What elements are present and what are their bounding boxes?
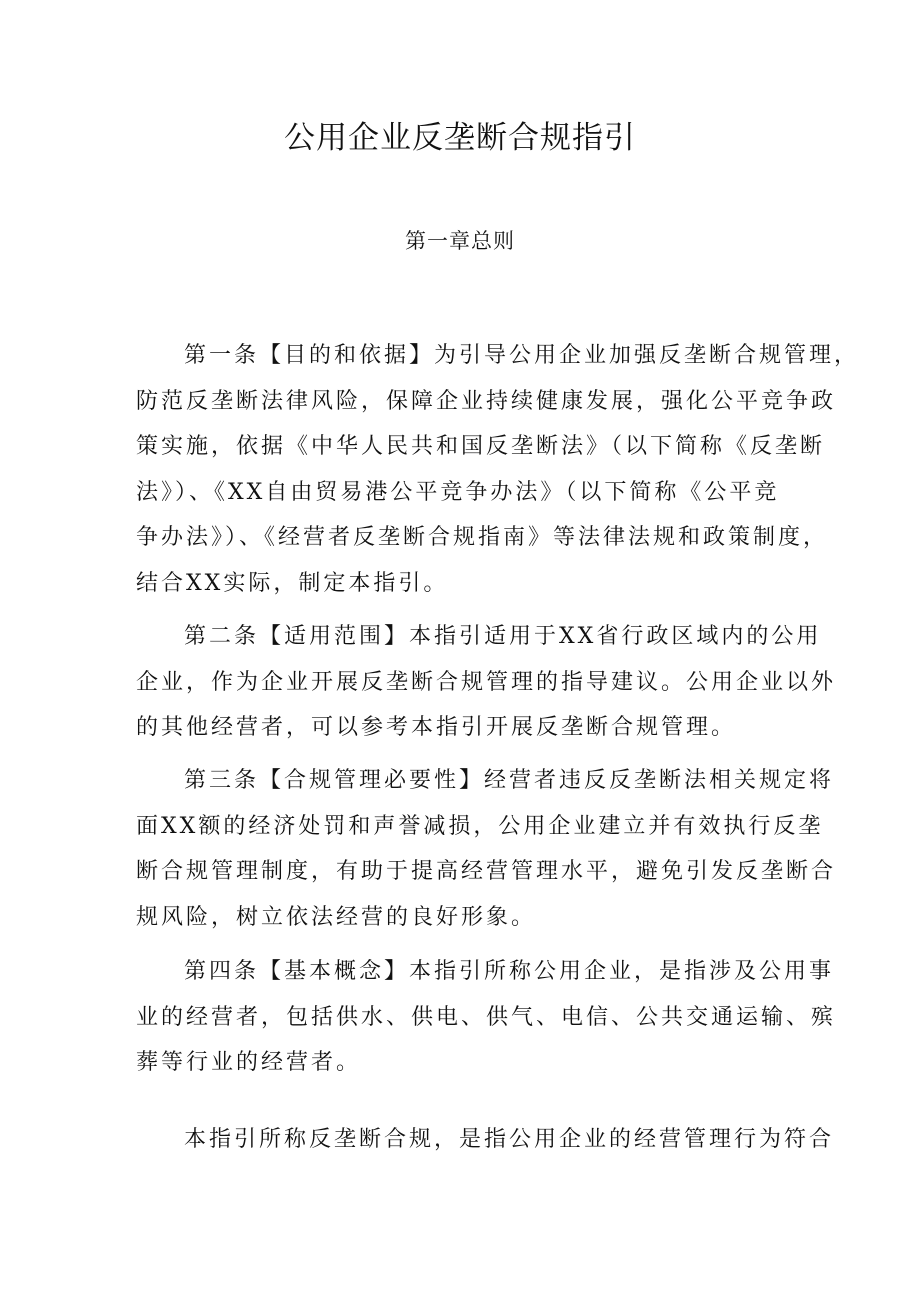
article-2-paragraph xyxy=(136,614,837,751)
paragraph-line: 第一条【目的和依据】为引导公用企业加强反垄断合规管理， xyxy=(184,343,860,368)
paragraph-line: 的其他经营者，可以参考本指引开展反垄断合规管理。 xyxy=(136,715,737,741)
paragraph-line: 断合规管理制度，有助于提高经营管理水平，避免引发反垄断合 xyxy=(136,859,837,885)
paragraph-line: 争办法》）、《经营者反垄断合规指南》等法律法规和政策制度， xyxy=(136,525,829,551)
article-1-paragraph xyxy=(136,333,860,607)
paragraph-line: 法》）、《XX自由贸易港公平竞争办法》（以下简称《公平竞 xyxy=(136,479,780,505)
paragraph-line: 企业，作为企业开展反垄断合规管理的指导建议。公用企业以外 xyxy=(136,669,837,695)
paragraph-line: 策实施，依据《中华人民共和国反垄断法》（以下简称《反垄断 xyxy=(136,434,826,460)
chapter-heading: 第一章总则 xyxy=(405,229,515,253)
paragraph-line: 第三条【合规管理必要性】经营者违反反垄断法相关规定将 xyxy=(184,768,835,793)
definition-paragraph xyxy=(136,1117,835,1163)
paragraph-line: 第四条【基本概念】本指引所称公用企业，是指涉及公用事 xyxy=(184,959,835,984)
paragraph-line: 第二条【适用范围】本指引适用于XX省行政区域内的公用 xyxy=(184,624,822,649)
paragraph-line: 面XX额的经济处罚和声誉减损，公用企业建立并有效执行反垄 xyxy=(136,813,824,839)
paragraph-line: 葬等行业的经营者。 xyxy=(136,1050,362,1076)
paragraph-line: 规风险，树立依法经营的良好形象。 xyxy=(136,904,537,930)
paragraph-line: 防范反垄断法律风险，保障企业持续健康发展，强化公平竞争政 xyxy=(136,388,837,414)
paragraph-line: 结合XX实际，制定本指引。 xyxy=(136,570,449,596)
article-3-paragraph xyxy=(136,758,837,940)
article-4-paragraph xyxy=(136,949,837,1086)
document-title: 公用企业反垄断合规指引 xyxy=(284,120,636,156)
paragraph-line: 业的经营者，包括供水、供电、供气、电信、公共交通运输、殡 xyxy=(136,1004,837,1030)
paragraph-line: 本指引所称反垄断合规，是指公用企业的经营管理行为符合 xyxy=(184,1127,835,1152)
